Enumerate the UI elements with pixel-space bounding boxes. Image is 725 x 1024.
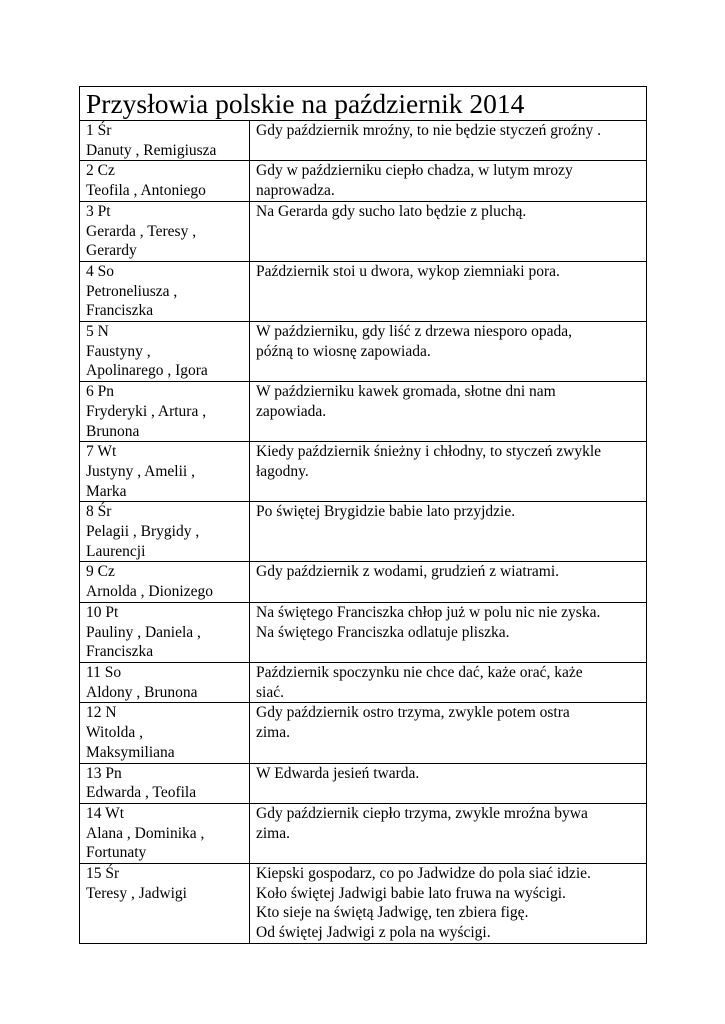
name-day-names: Danuty , Remigiusza — [86, 141, 217, 159]
proverb-cell — [250, 161, 647, 201]
day-cell — [80, 502, 250, 562]
day-cell — [80, 161, 250, 201]
name-day-names: Maksymiliana — [86, 743, 175, 761]
table-row — [80, 803, 647, 863]
proverb-text: Kiepski gospodarz, co po Jadwidze do pola siać idzie. — [256, 865, 591, 883]
proverb-cell — [250, 201, 647, 261]
day-label: 7 Wt — [86, 443, 117, 461]
name-day-names: Justyny , Amelii , — [86, 462, 195, 480]
day-label: 11 So — [86, 663, 122, 681]
proverb-cell — [250, 662, 647, 702]
proverb-text: Na świętego Franciszka chłop już w polu nic nie zyska. — [256, 603, 601, 621]
proverb-text: Na Gerarda gdy sucho lato będzie z pluchą. — [256, 202, 527, 220]
proverb-cell — [250, 562, 647, 602]
proverb-text: Gdy październik mroźny, to nie będzie styczeń groźny . — [256, 122, 602, 139]
proverb-text: Gdy w październiku ciepło chadza, w lutym mrozy — [256, 162, 573, 180]
day-cell — [80, 261, 250, 321]
proverb-text: Październik stoi u dwora, wykop ziemniaki pora. — [256, 262, 560, 280]
table-row — [80, 442, 647, 502]
name-day-names: Fortunaty — [86, 844, 147, 862]
name-day-names: Gerardy — [86, 242, 137, 260]
table-row — [80, 703, 647, 763]
day-label: 2 Cz — [86, 162, 115, 180]
proverb-text: naprowadza. — [256, 182, 335, 200]
proverb-text: Gdy październik ciepło trzyma, zwykle mroźna bywa — [256, 804, 588, 822]
table-row — [80, 161, 647, 201]
day-cell — [80, 703, 250, 763]
proverb-text: Kiedy październik śnieżny i chłodny, to styczeń zwykle — [256, 443, 602, 461]
proverb-cell — [250, 442, 647, 502]
table-row — [80, 602, 647, 662]
proverbs-table-body — [80, 121, 647, 944]
proverb-text: siać. — [256, 683, 284, 701]
day-label: 3 Pt — [86, 202, 111, 220]
table-row — [80, 201, 647, 261]
proverb-text: Po świętej Brygidzie babie lato przyjdzie. — [256, 503, 516, 521]
table-row — [80, 261, 647, 321]
title-row — [80, 87, 647, 121]
proverb-text: Gdy październik ostro trzyma, zwykle potem ostra — [256, 704, 570, 722]
proverb-text: zima. — [256, 824, 290, 842]
proverb-text: Gdy październik z wodami, grudzień z wiatrami. — [256, 563, 559, 581]
day-label: 13 Pn — [86, 764, 122, 782]
name-day-names: Alana , Dominika , — [86, 824, 205, 842]
name-day-names: Petroneliusza , — [86, 282, 178, 300]
document-page — [79, 86, 646, 944]
name-day-names: Pelagii , Brygidy , — [86, 523, 200, 541]
day-cell — [80, 864, 250, 944]
proverb-cell — [250, 261, 647, 321]
name-day-names: Franciszka — [86, 643, 154, 661]
proverb-text: Październik spoczynku nie chce dać, każe orać, każe — [256, 663, 583, 681]
day-label: 4 So — [86, 262, 114, 280]
day-label: 9 Cz — [86, 563, 115, 581]
proverb-cell — [250, 703, 647, 763]
document-title: Przysłowia polskie na październik 2014 — [80, 87, 647, 121]
table-row — [80, 382, 647, 442]
name-day-names: Witolda , — [86, 724, 144, 742]
proverb-text: W Edwarda jesień twarda. — [256, 764, 420, 782]
table-row — [80, 121, 647, 161]
day-cell — [80, 442, 250, 502]
day-cell — [80, 662, 250, 702]
day-label: 8 Śr — [86, 503, 112, 521]
day-label: 1 Śr — [86, 122, 112, 139]
proverb-cell — [250, 763, 647, 803]
name-day-names: Faustyny , — [86, 342, 151, 360]
day-cell — [80, 121, 250, 161]
day-label: 15 Śr — [86, 865, 120, 883]
proverbs-table — [79, 86, 647, 944]
name-day-names: Laurencji — [86, 542, 146, 560]
name-day-names: Brunona — [86, 422, 140, 440]
proverb-cell — [250, 602, 647, 662]
table-row — [80, 662, 647, 702]
proverb-text: Kto sieje na świętą Jadwigę, ten zbiera figę. — [256, 904, 529, 922]
name-day-names: Apolinarego , Igora — [86, 362, 208, 380]
proverb-text: W październiku, gdy liść z drzewa niesporo opada, — [256, 323, 573, 341]
day-cell — [80, 382, 250, 442]
name-day-names: Pauliny , Daniela , — [86, 623, 201, 641]
day-cell — [80, 602, 250, 662]
day-cell — [80, 763, 250, 803]
day-label: 6 Pn — [86, 383, 114, 401]
day-label: 14 Wt — [86, 804, 125, 822]
name-day-names: Gerarda , Teresy , — [86, 222, 197, 240]
day-cell — [80, 322, 250, 382]
proverb-text: zima. — [256, 724, 290, 742]
name-day-names: Edwarda , Teofila — [86, 784, 197, 802]
table-row — [80, 502, 647, 562]
name-day-names: Aldony , Brunona — [86, 683, 198, 701]
proverb-cell — [250, 803, 647, 863]
proverb-text: Na świętego Franciszka odlatuje pliszka. — [256, 623, 510, 641]
name-day-names: Franciszka — [86, 302, 154, 320]
name-day-names: Teofila , Antoniego — [86, 182, 206, 200]
proverb-cell — [250, 322, 647, 382]
day-label: 5 N — [86, 323, 109, 341]
proverb-text: zapowiada. — [256, 402, 327, 420]
day-cell — [80, 562, 250, 602]
proverb-text: Od świętej Jadwigi z pola na wyścigi. — [256, 924, 491, 942]
table-row — [80, 562, 647, 602]
day-cell — [80, 803, 250, 863]
proverb-cell — [250, 864, 647, 944]
proverb-cell — [250, 121, 647, 161]
proverb-cell — [250, 502, 647, 562]
table-row — [80, 763, 647, 803]
proverb-text: Koło świętej Jadwigi babie lato fruwa na wyścigi. — [256, 884, 566, 902]
table-row — [80, 322, 647, 382]
day-label: 12 N — [86, 704, 117, 722]
day-label: 10 Pt — [86, 603, 119, 621]
proverb-text: późną to wiosnę zapowiada. — [256, 342, 431, 360]
proverb-text: W październiku kawek gromada, słotne dni nam — [256, 383, 556, 401]
name-day-names: Arnolda , Dionizego — [86, 583, 213, 601]
proverb-text: łagodny. — [256, 462, 309, 480]
name-day-names: Teresy , Jadwigi — [86, 884, 187, 902]
table-row — [80, 864, 647, 944]
name-day-names: Fryderyki , Artura , — [86, 402, 207, 420]
name-day-names: Marka — [86, 482, 127, 500]
proverb-cell — [250, 382, 647, 442]
day-cell — [80, 201, 250, 261]
